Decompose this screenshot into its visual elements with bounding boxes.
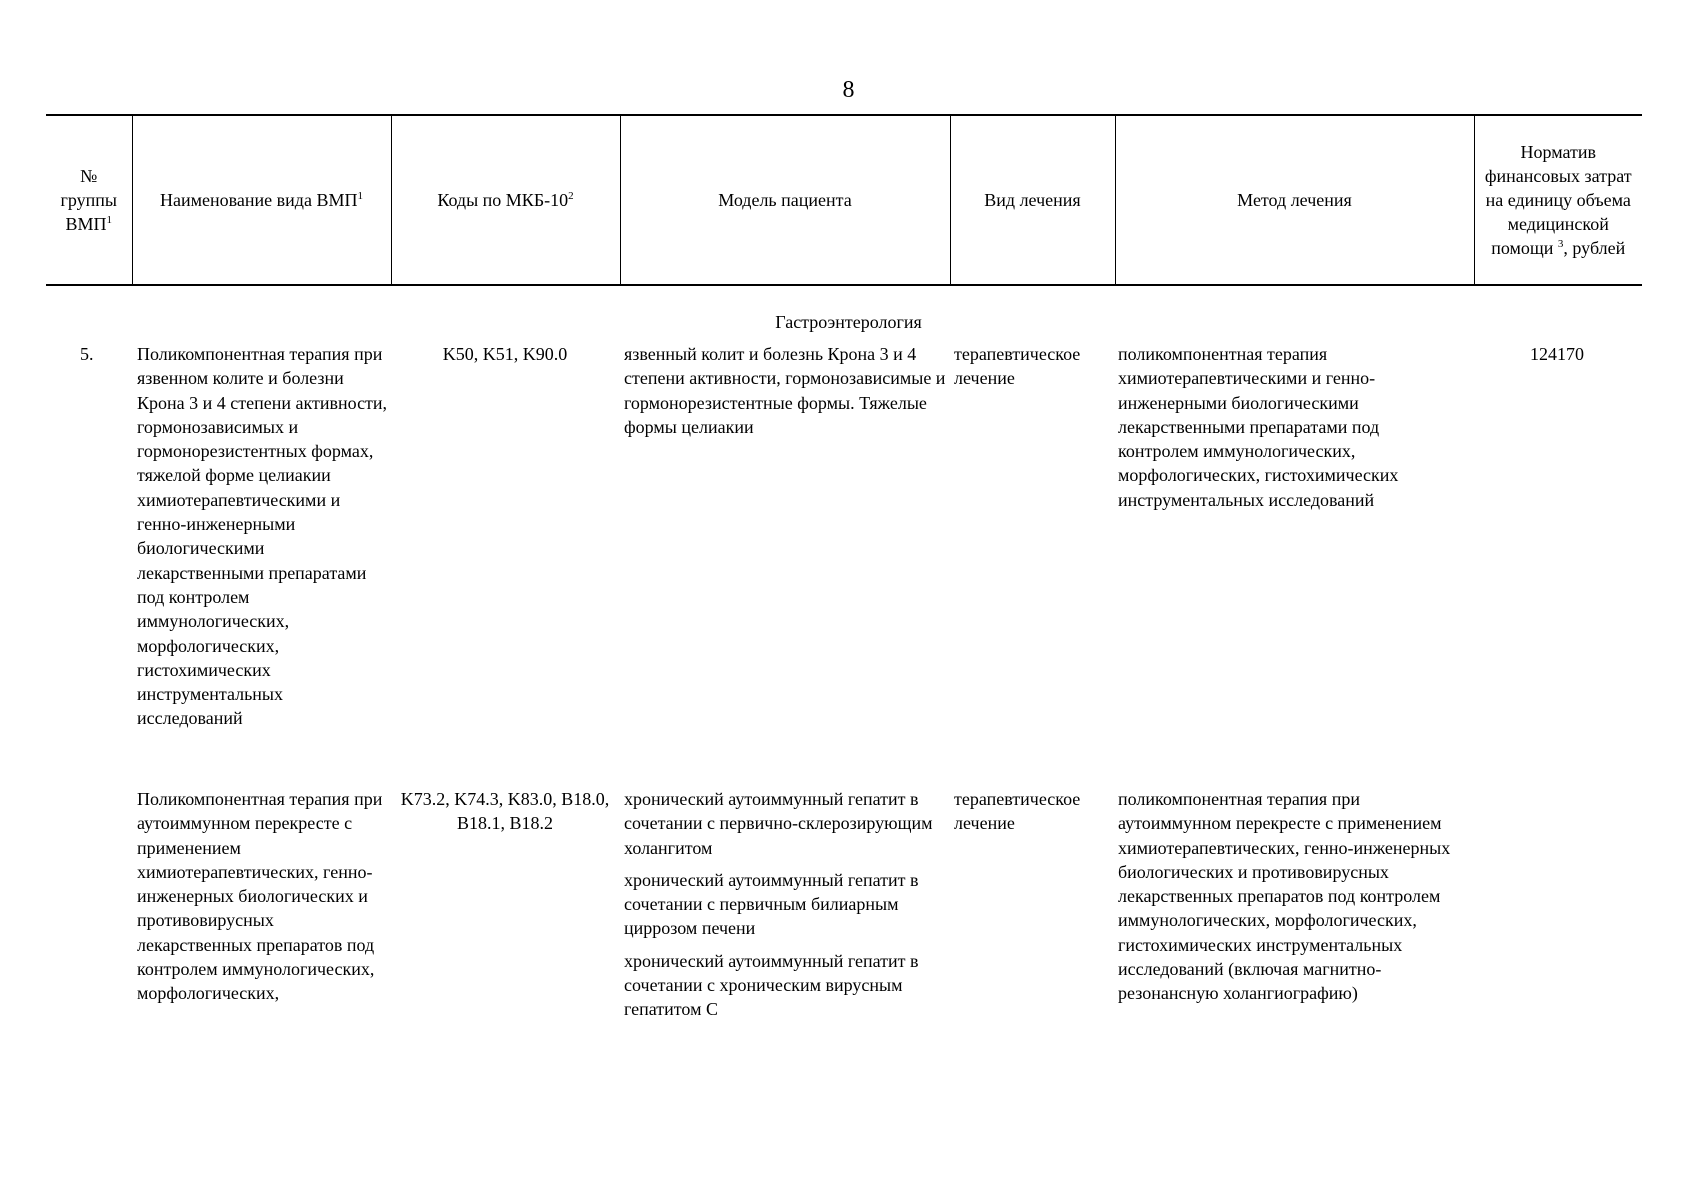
vmp-name: Поликомпонентная терапия при аутоиммунном перекресте с применением химиотерапевтических, генно-инженерных биологических и противовирусных лекарственных препаратов под контролем иммунологических, морфологических, — [137, 789, 383, 1004]
header-treatment-method: Метод лечения — [1115, 115, 1474, 285]
page-number: 8 — [842, 77, 855, 103]
header-group-number: № группы ВМП$^1$ — [46, 115, 132, 285]
treatment-method: поликомпонентная терапия при аутоиммунном перекресте с применением химиотерапевтических, генно-инженерных биологических и противовирусных лекарственных препаратов под контролем иммунологических, морфологических, гистохимических инструментальных исследований (включая магнитно-резонансную холангиографию) — [1118, 789, 1451, 1004]
header-icd-codes: Коды по МКБ-$10^2$ — [391, 115, 620, 285]
icd-codes: K50, K51, K90.0 — [442, 344, 568, 364]
header-vmp-name: Наименование вида ВМП$^1$ — [132, 115, 391, 285]
patient-model-item: хронический аутоиммунный гепатит в сочетании с первично-склерозирующим холангитом — [624, 789, 933, 858]
patient-model-item: хронический аутоиммунный гепатит в сочетании с первичным билиарным циррозом печени — [624, 869, 919, 939]
patient-model — [624, 787, 949, 1030]
group-number: 5. — [80, 344, 94, 364]
treatment-type: терапевтическое лечение — [954, 789, 1081, 834]
treatment-method: поликомпонентная терапия химиотерапевтическими и генно-инженерными биологическими лекарственными препаратами под контролем иммунологических, морфологических, гистохимических инструментальных исследований — [1118, 344, 1399, 510]
patient-model — [624, 342, 949, 447]
patient-model-item: язвенный колит и болезнь Крона 3 и 4 степени активности, гормонозависимые и гормонорезистентные формы. Тяжелые формы целиакии — [624, 344, 946, 437]
treatment-type: терапевтическое лечение — [954, 344, 1081, 389]
table-header — [46, 114, 1642, 286]
header-patient-model: Модель пациента — [620, 115, 950, 285]
header-treatment-type: Вид лечения — [950, 115, 1115, 285]
patient-model-item: хронический аутоиммунный гепатит в сочетании с хроническим вирусным гепатитом С — [624, 950, 919, 1020]
icd-codes: K73.2, K74.3, K83.0, B18.0, B18.1, B18.2 — [400, 789, 610, 834]
vmp-name: Поликомпонентная терапия при язвенном колите и болезни Крона 3 и 4 степени активности, гормонозависимых и гормонорезистентных формах, тяжелой форме целиакии химиотерапевтическими и генно-инженерными биологическими лекарственными препаратами под контролем иммунологических, морфологических, гистохимических инструментальных исследований — [137, 344, 388, 729]
section-title: Гастроэнтерология — [775, 312, 922, 332]
cost-value: 124170 — [1530, 344, 1584, 364]
header-cost-standard: Норматив финансовых затрат на единицу объема медицинской помощи $^3$, рублей — [1474, 115, 1642, 285]
